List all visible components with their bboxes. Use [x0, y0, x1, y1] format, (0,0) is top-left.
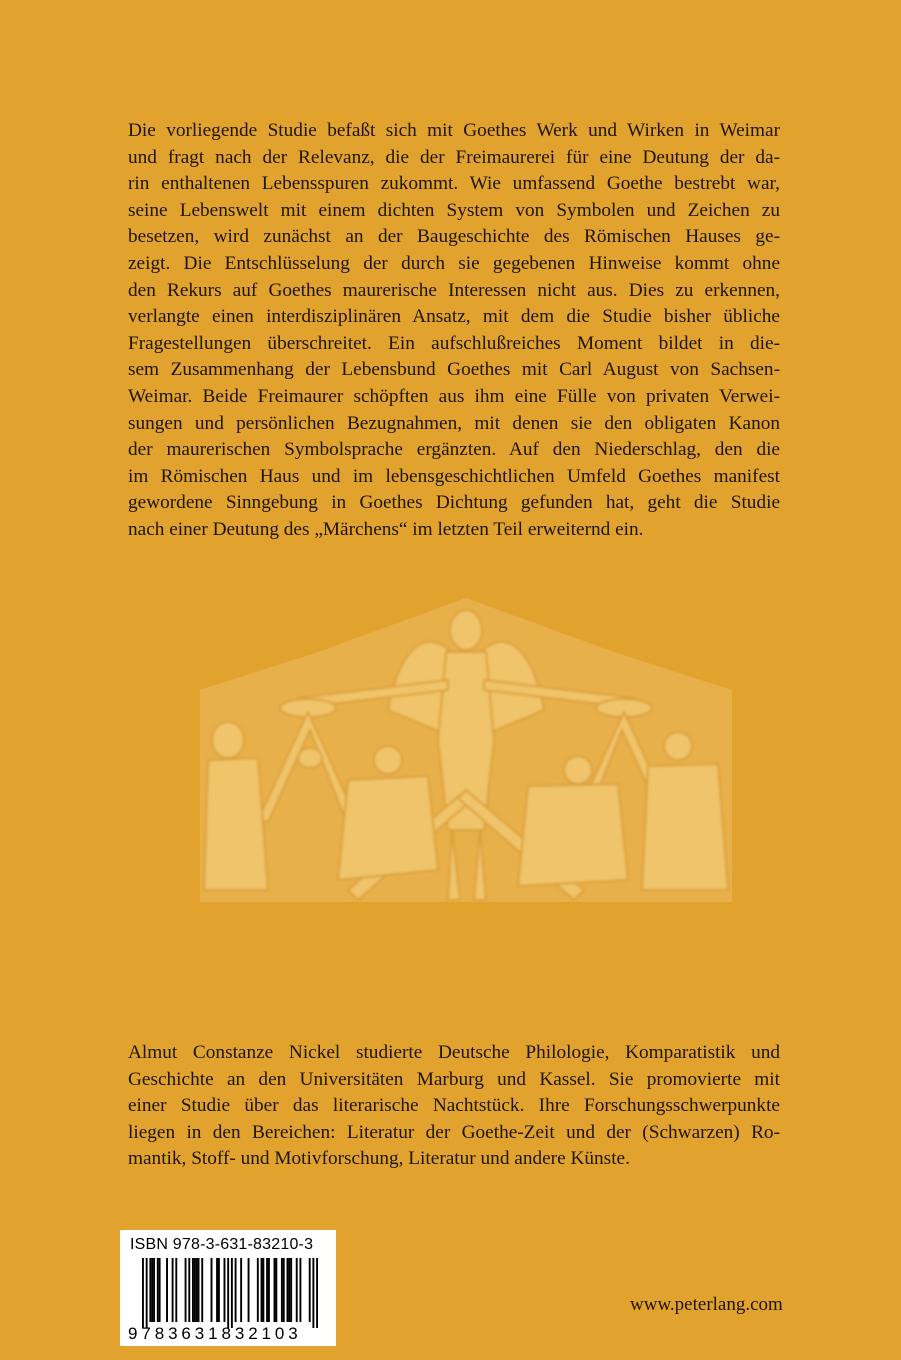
blurb-line: Weimar. Beide Freimaurer schöpften aus ihm eine Fülle von privaten Verwei- [128, 385, 780, 407]
barcode-bar [268, 1258, 270, 1322]
barcode-bar [235, 1258, 237, 1322]
barcode-bar [201, 1258, 203, 1322]
barcode-bar [211, 1258, 213, 1322]
barcode-bar [166, 1258, 168, 1322]
barcode-bar [216, 1258, 218, 1322]
blurb-line: sem Zusammenhang der Lebensbund Goethes mit Carl August von Sachsen- [128, 359, 780, 381]
relief-pediment-image [198, 590, 734, 902]
barcode-bar [149, 1258, 151, 1322]
blurb-line: den Rekurs auf Goethes maurerische Interessen nicht aus. Dies zu erkennen, [128, 279, 780, 301]
blurb-line: und fragt nach der Relevanz, die der Freimaurerei für eine Deutung der da- [128, 146, 780, 168]
barcode-bar [153, 1258, 155, 1322]
barcode-bar [274, 1258, 276, 1322]
barcode-bar [257, 1258, 259, 1322]
barcode-bars [142, 1258, 318, 1330]
barcode-bar [281, 1258, 283, 1322]
blurb-line: verlangte einen interdisziplinären Ansatz, mit dem die Studie bisher übliche [128, 306, 780, 328]
blurb-line: zeigt. Die Entschlüsselung der durch sie gegebenen Hinweise kommt ohne [128, 252, 780, 274]
isbn-label: ISBN 978-3-631-83210-3 [130, 1236, 314, 1253]
barcode-bar [192, 1258, 194, 1322]
barcode-bar [151, 1258, 153, 1322]
barcode-bar [287, 1258, 289, 1322]
back-cover-blurb [128, 118, 780, 544]
bio-line: liegen in den Bereichen: Literatur der Goethe-Zeit und der (Schwarzen) Ro- [128, 1121, 780, 1143]
barcode-bar [283, 1258, 285, 1322]
barcode-bar [159, 1258, 161, 1322]
bio-line: mantik, Stoff- und Motivforschung, Literatur und andere Künste. [128, 1148, 630, 1170]
barcode-bar [172, 1258, 174, 1322]
barcode-bar [266, 1258, 268, 1322]
isbn-barcode [120, 1230, 336, 1346]
blurb-line: im Römischen Haus und im lebensgeschichtlichen Umfeld Goethes manifest [128, 465, 780, 487]
blurb-line: Fragestellungen überschreitet. Ein aufschlußreiches Moment bildet in die- [128, 332, 780, 354]
barcode-bar [142, 1258, 144, 1328]
barcode-bar [262, 1258, 264, 1322]
barcode-bar [299, 1258, 301, 1322]
barcode-bar [312, 1258, 314, 1328]
barcode-bar [188, 1258, 190, 1322]
barcode-bar [218, 1258, 220, 1322]
barcode-bar [309, 1258, 311, 1322]
barcode-bar [275, 1258, 277, 1322]
barcode-bar [296, 1258, 298, 1322]
barcode-bar [198, 1258, 200, 1322]
publisher-website: www.peterlang.com [630, 1294, 783, 1315]
bio-line: Almut Constanze Nickel studierte Deutsche Philologie, Komparatistik und [128, 1042, 780, 1063]
bio-line: einer Studie über das literarische Nachtstück. Ihre Forschungsschwerpunkte [128, 1095, 780, 1117]
barcode-bar [227, 1258, 229, 1328]
barcode-bar [290, 1258, 292, 1322]
barcode-bar [175, 1258, 177, 1322]
ean-digits: 9783631832103 [128, 1324, 302, 1343]
blurb-line: rin enthaltenen Lebensspuren zukommt. Wie umfassend Goethe bestrebt war, [128, 173, 780, 195]
blurb-line: gewordene Sinngebung in Goethes Dichtung gefunden hat, geht die Studie [128, 492, 780, 514]
barcode-bar [288, 1258, 290, 1322]
blurb-line: der maurerischen Symbolsprache ergänzten. Auf den Niederschlag, den die [128, 439, 780, 461]
barcode-bar [224, 1258, 226, 1322]
barcode-bar [157, 1258, 159, 1322]
barcode-bar [231, 1258, 233, 1328]
barcode-bar [261, 1258, 263, 1322]
barcode-bar [196, 1258, 198, 1322]
barcode-bar [185, 1258, 187, 1322]
blurb-line: seine Lebenswelt mit einem dichten System von Symbolen und Zeichen zu [128, 199, 780, 221]
blurb-line: nach einer Deutung des „Märchens“ im letzten Teil erweiternd ein. [128, 518, 644, 540]
barcode-bar [240, 1258, 242, 1322]
barcode-bar [194, 1258, 196, 1322]
blurb-line: sungen und persönlichen Bezugnahmen, mit denen sie den obligaten Kanon [128, 412, 780, 434]
bio-line: Geschichte an den Universitäten Marburg und Kassel. Sie promovierte mit [128, 1068, 780, 1090]
blurb-line: besetzen, wird zunächst an der Baugeschichte des Römischen Hauses ge- [128, 226, 780, 248]
barcode-bar [316, 1258, 318, 1328]
barcode-bar [248, 1258, 250, 1322]
blurb-line: Die vorliegende Studie befaßt sich mit Goethes Werk und Wirken in Weimar [128, 120, 780, 141]
barcode-bar [146, 1258, 148, 1328]
author-bio [128, 1040, 780, 1173]
